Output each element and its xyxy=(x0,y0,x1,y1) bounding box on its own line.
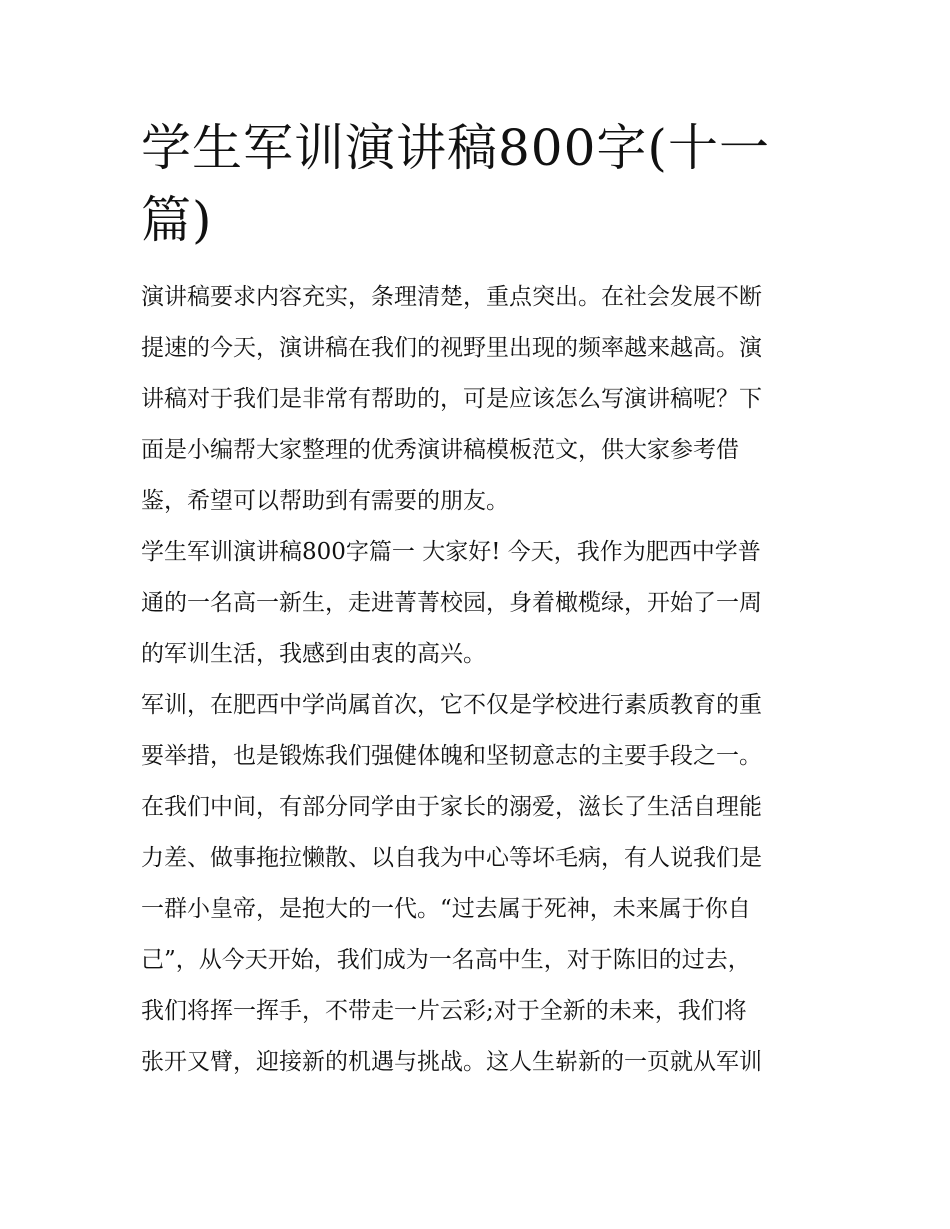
document-content xyxy=(141,112,813,1088)
body-line: 我们将挥一挥手，不带走一片云彩;对于全新的未来，我们将 xyxy=(141,998,747,1024)
body-line: 提速的今天，演讲稿在我们的视野里出现的频率越来越高。演 xyxy=(141,335,762,361)
body-line: 在我们中间，有部分同学由于家长的溺爱，滋长了生活自理能 xyxy=(141,794,762,820)
title-line: 篇) xyxy=(141,191,213,249)
title-line: 学生军训演讲稿800字(十一 xyxy=(141,119,770,177)
body-line: 己”，从今天开始，我们成为一名高中生，对于陈旧的过去， xyxy=(141,947,751,973)
body-line: 的军训生活，我感到由衷的高兴。 xyxy=(141,641,486,667)
body-line: 一群小皇帝，是抱大的一代。“过去属于死神，未来属于你自 xyxy=(141,896,751,922)
body-line: 讲稿对于我们是非常有帮助的，可是应该怎么写演讲稿呢？下 xyxy=(141,386,762,412)
body-line: 军训，在肥西中学尚属首次，它不仅是学校进行素质教育的重 xyxy=(141,692,762,718)
body-line: 通的一名高一新生，走进菁菁校园，身着橄榄绿，开始了一周 xyxy=(141,590,762,616)
body-line: 学生军训演讲稿800字篇一 大家好! 今天，我作为肥西中学普 xyxy=(141,539,761,565)
body-line: 力差、做事拖拉懒散、以自我为中心等坏毛病，有人说我们是 xyxy=(141,845,762,871)
body-line: 要举措，也是锻炼我们强健体魄和坚韧意志的主要手段之一。 xyxy=(141,743,762,769)
document-body xyxy=(141,272,813,1088)
body-line: 鉴，希望可以帮助到有需要的朋友。 xyxy=(141,488,509,514)
body-line: 张开又臂，迎接新的机遇与挑战。这人生崭新的一页就从军训 xyxy=(141,1049,762,1075)
document-title xyxy=(141,112,813,256)
body-line: 演讲稿要求内容充实，条理清楚，重点突出。在社会发展不断 xyxy=(141,284,762,310)
body-line: 面是小编帮大家整理的优秀演讲稿模板范文，供大家参考借 xyxy=(141,437,739,463)
